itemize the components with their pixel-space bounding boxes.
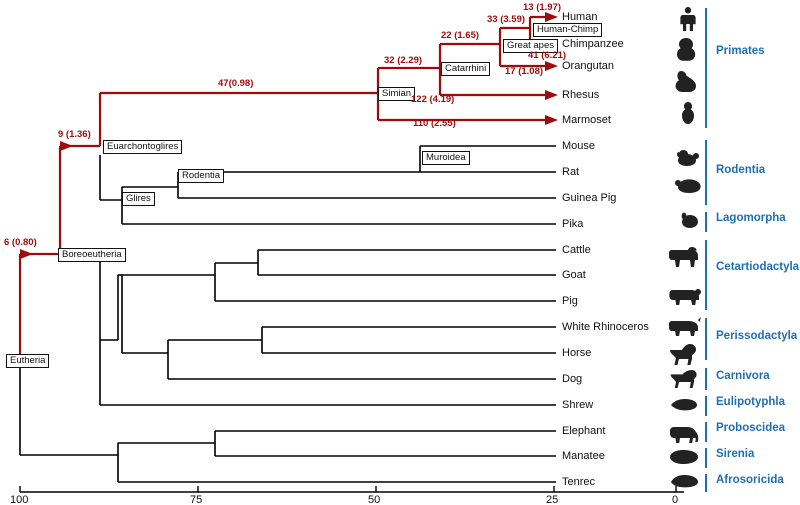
- group-label-rodentia: Rodentia: [716, 164, 766, 176]
- taxon-label: Elephant: [562, 425, 606, 437]
- taxon-label: Manatee: [562, 450, 605, 462]
- taxon-label: Tenrec: [562, 476, 596, 488]
- branch-value: 17 (1.08): [505, 66, 544, 77]
- taxon-label: Dog: [562, 373, 583, 385]
- group-label-sirenia: Sirenia: [716, 448, 755, 460]
- branch-value: 9 (1.36): [58, 129, 91, 140]
- group-label-proboscidea: Proboscidea: [716, 422, 786, 434]
- taxon-label: Pig: [562, 295, 578, 307]
- tenrec-silhouette: [668, 472, 700, 490]
- node-label-muroidea: Muroidea: [422, 151, 470, 165]
- node-label-great-apes: Great apes: [503, 39, 558, 53]
- taxon-label: Goat: [562, 269, 586, 281]
- node-label-glires: Glires: [122, 192, 155, 206]
- gorilla-silhouette: [672, 36, 700, 62]
- taxon-label: Chimpanzee: [562, 38, 624, 50]
- node-label-eutheria: Eutheria: [6, 354, 49, 368]
- group-label-primates: Primates: [716, 45, 765, 57]
- horse-silhouette: [668, 342, 700, 366]
- branch-value: 41 (6.21): [528, 50, 567, 61]
- taxon-label: Orangutan: [562, 60, 614, 72]
- branch-value: 47(0.98): [218, 78, 254, 89]
- axis-tick-label: 75: [190, 494, 203, 505]
- elephant-silhouette: [668, 422, 700, 444]
- taxon-label: Guinea Pig: [562, 192, 617, 204]
- branch-value: 33 (3.59): [487, 14, 526, 25]
- branch-value: 13 (1.97): [523, 2, 562, 13]
- node-label-simian: Simian: [378, 87, 415, 101]
- pika-silhouette: [678, 212, 700, 232]
- branch-value: 32 (2.29): [384, 55, 423, 66]
- node-label-boreoeutheria: Boreoeutheria: [58, 248, 126, 262]
- axis-tick-label: 100: [10, 494, 29, 505]
- shrew-silhouette: [668, 396, 700, 414]
- node-label-euarchontoglires: Euarchontoglires: [103, 140, 182, 154]
- taxon-label: Rat: [562, 166, 580, 178]
- rhinoceros-silhouette: [668, 314, 702, 336]
- node-label-catarrhini: Catarrhini: [441, 62, 490, 76]
- taxon-label: Shrew: [562, 399, 594, 411]
- pig-silhouette: [668, 282, 702, 306]
- node-label-human-chimp: Human-Chimp: [533, 23, 602, 37]
- monkey-silhouette: [672, 68, 700, 94]
- taxon-label: White Rhinoceros: [562, 321, 649, 333]
- guineapig-silhouette: [672, 176, 702, 196]
- group-label-perissodactyla: Perissodactyla: [716, 330, 798, 342]
- branch-value: 110 (2.55): [413, 118, 456, 129]
- taxon-label: Pika: [562, 218, 584, 230]
- axis-tick-label: 50: [368, 494, 381, 505]
- group-label-lagomorpha: Lagomorpha: [716, 212, 786, 224]
- marmoset-silhouette: [678, 100, 698, 126]
- taxon-label: Rhesus: [562, 89, 600, 101]
- dog-silhouette: [668, 368, 700, 390]
- human-silhouette: [678, 6, 698, 32]
- taxon-label: Human: [562, 11, 598, 23]
- manatee-silhouette: [668, 448, 700, 466]
- branch-value: 122 (4.19): [411, 94, 455, 105]
- axis-tick-label: 0: [672, 494, 679, 505]
- taxon-label: Marmoset: [562, 114, 611, 126]
- taxon-label: Mouse: [562, 140, 596, 152]
- group-label-afrosoricida: Afrosoricida: [716, 474, 784, 486]
- mouse-silhouette: [672, 148, 702, 168]
- cow-silhouette: [668, 242, 702, 268]
- axis-tick-label: 25: [546, 494, 559, 505]
- group-label-eulipotyphla: Eulipotyphla: [716, 396, 785, 408]
- group-label-cetartiodactyla: Cetartiodactyla: [716, 261, 800, 273]
- branch-value: 6 (0.80): [4, 237, 37, 248]
- taxon-label: Horse: [562, 347, 592, 359]
- taxon-label: Cattle: [562, 244, 591, 256]
- node-label-rodentia: Rodentia: [178, 169, 224, 183]
- branch-value: 22 (1.65): [441, 30, 480, 41]
- group-label-carnivora: Carnivora: [716, 370, 770, 382]
